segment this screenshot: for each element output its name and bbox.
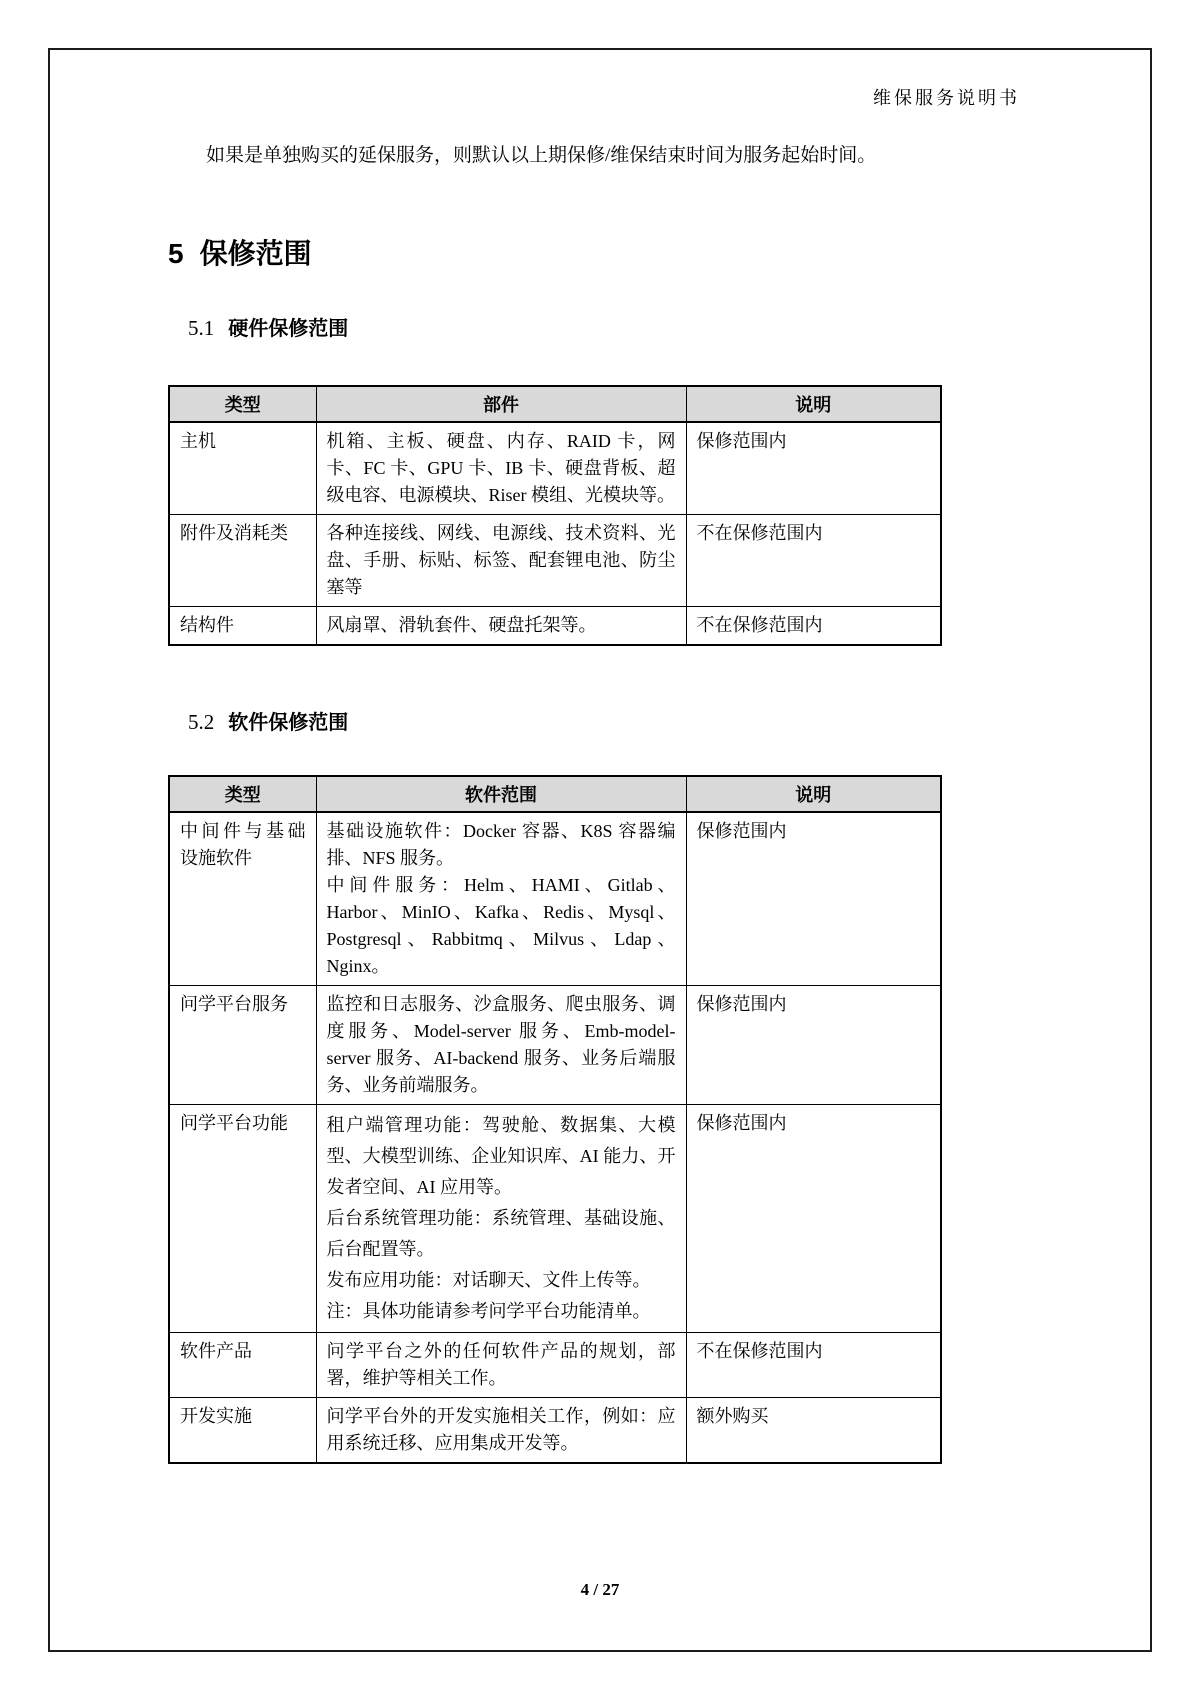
- cell-type: 开发实施: [169, 1398, 316, 1464]
- page-number: 4 / 27: [580, 1580, 620, 1599]
- software-col-type: 类型: [169, 776, 316, 812]
- cell-note: 不在保修范围内: [686, 607, 941, 646]
- hardware-table-header-row: [169, 386, 941, 422]
- hardware-col-parts: 部件: [316, 386, 686, 422]
- subsection-5-2-heading: [188, 706, 348, 735]
- section-5-title: 保修范围: [199, 238, 312, 269]
- cell-type: 问学平台服务: [169, 986, 316, 1105]
- scope-paragraph: 问学平台之外的任何软件产品的规划，部署，维护等相关工作。: [326, 1341, 676, 1388]
- cell-parts: 风扇罩、滑轨套件、硬盘托架等。: [316, 607, 686, 646]
- section-5-number: 5: [168, 238, 184, 269]
- cell-parts: 各种连接线、网线、电源线、技术资料、光盘、手册、标贴、标签、配套锂电池、防尘塞等: [316, 515, 686, 607]
- subsection-5-1-number: 5.1: [188, 316, 215, 340]
- cell-note: 额外购买: [686, 1398, 941, 1464]
- scope-paragraph: 基础设施软件：Docker 容器、K8S 容器编排、NFS 服务。: [326, 821, 676, 868]
- subsection-5-2-title: 软件保修范围: [228, 712, 349, 734]
- cell-type: 问学平台功能: [169, 1105, 316, 1333]
- cell-note: 保修范围内: [686, 1105, 941, 1333]
- software-col-scope: 软件范围: [316, 776, 686, 812]
- cell-type: 软件产品: [169, 1333, 316, 1398]
- cell-scope: [316, 986, 686, 1105]
- cell-scope: [316, 1333, 686, 1398]
- subsection-5-1-heading: [188, 312, 348, 341]
- cell-scope: [316, 1398, 686, 1464]
- cell-scope: [316, 1105, 686, 1333]
- table-row: [169, 1105, 941, 1333]
- intro-paragraph: 如果是单独购买的延保服务，则默认以上期保修/维保结束时间为服务起始时间。: [206, 145, 877, 166]
- software-table-header-row: [169, 776, 941, 812]
- cell-type: 主机: [169, 422, 316, 515]
- scope-paragraph: 注：具体功能请参考问学平台功能清单。: [326, 1301, 651, 1321]
- scope-paragraph: 后台系统管理功能：系统管理、基础设施、后台配置等。: [326, 1208, 676, 1259]
- scope-paragraph: 发布应用功能：对话聊天、文件上传等。: [326, 1270, 651, 1290]
- hardware-col-note: 说明: [686, 386, 941, 422]
- hardware-warranty-table: [168, 385, 942, 646]
- scope-paragraph: 租户端管理功能：驾驶舱、数据集、大模型、大模型训练、企业知识库、AI 能力、开发者空间、AI 应用等。: [326, 1115, 676, 1197]
- cell-note: 保修范围内: [686, 422, 941, 515]
- subsection-5-2-number: 5.2: [188, 710, 215, 734]
- cell-parts: 机箱、主板、硬盘、内存、RAID 卡，网卡、FC 卡、GPU 卡、IB 卡、硬盘背板、超级电容、电源模块、Riser 模组、光模块等。: [316, 422, 686, 515]
- hardware-col-type: 类型: [169, 386, 316, 422]
- table-row: [169, 515, 941, 607]
- document-header-title: 维保服务说明书: [873, 88, 1020, 108]
- cell-note: 保修范围内: [686, 986, 941, 1105]
- table-row: [169, 812, 941, 986]
- cell-note: 不在保修范围内: [686, 1333, 941, 1398]
- scope-paragraph: 监控和日志服务、沙盒服务、爬虫服务、调度服务、Model-server 服务、Emb-model-server 服务、AI-backend 服务、业务后端服务、业务前端服务。: [326, 994, 676, 1095]
- table-row: [169, 422, 941, 515]
- cell-note: 保修范围内: [686, 812, 941, 986]
- software-col-note: 说明: [686, 776, 941, 812]
- section-5-heading: [168, 232, 312, 272]
- table-row: [169, 607, 941, 646]
- scope-paragraph: 问学平台外的开发实施相关工作，例如：应用系统迁移、应用集成开发等。: [326, 1406, 676, 1453]
- table-row: [169, 1333, 941, 1398]
- table-row: [169, 1398, 941, 1464]
- cell-type: 结构件: [169, 607, 316, 646]
- table-row: [169, 986, 941, 1105]
- software-warranty-table: [168, 775, 942, 1464]
- cell-type: 中间件与基础设施软件: [169, 812, 316, 986]
- cell-note: 不在保修范围内: [686, 515, 941, 607]
- subsection-5-1-title: 硬件保修范围: [228, 318, 349, 340]
- cell-scope: [316, 812, 686, 986]
- cell-type: 附件及消耗类: [169, 515, 316, 607]
- scope-paragraph: 中间件服务：Helm、HAMI、Gitlab、Harbor、MinIO、Kafka、Redis、Mysql、Postgresql、Rabbitmq、Milvus、Ldap、Nginx。: [326, 875, 676, 976]
